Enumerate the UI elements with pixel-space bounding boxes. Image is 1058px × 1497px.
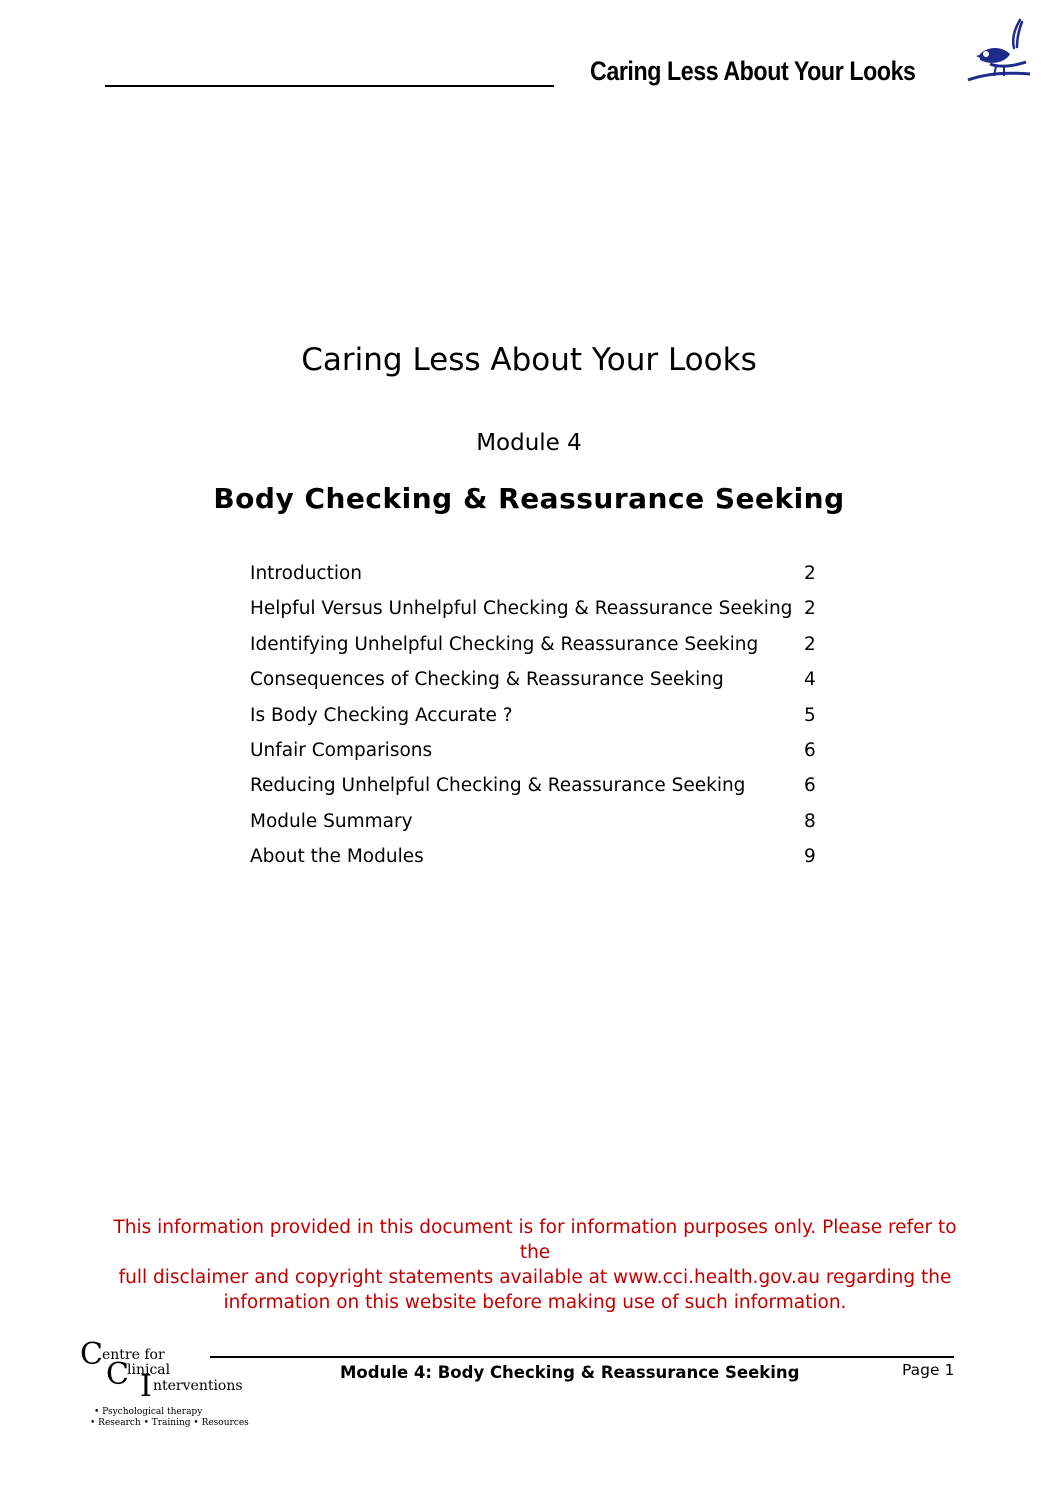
- toc-entry-reducing-unhelpful[interactable]: [250, 775, 820, 810]
- toc-entry-unfair-comparisons[interactable]: [250, 740, 820, 775]
- toc-entry-label: Module Summary: [250, 810, 413, 832]
- toc-entry-label: Consequences of Checking & Reassurance Seeking: [250, 669, 724, 691]
- toc-entry-consequences[interactable]: [250, 669, 820, 704]
- toc-entry-label: Helpful Versus Unhelpful Checking & Reassurance Seeking: [250, 598, 793, 620]
- cci-logo: [80, 1337, 250, 1432]
- document-title: Caring Less About Your Looks: [301, 342, 757, 378]
- module-label: Module 4: [476, 430, 582, 456]
- toc-entry-body-checking-accurate[interactable]: [250, 705, 820, 740]
- cci-logo-text: entre for: [102, 1347, 165, 1363]
- toc-entry-page: 8: [804, 810, 816, 832]
- toc-entry-module-summary[interactable]: [250, 811, 820, 846]
- toc-entry-page: 9: [804, 846, 816, 868]
- toc-entry-page: 6: [804, 775, 816, 797]
- cci-logo-text: nterventions: [153, 1378, 243, 1394]
- cci-logo-letter: C: [106, 1357, 129, 1392]
- bird-quill-icon: [960, 16, 1032, 86]
- page-number: Page 1: [902, 1361, 955, 1379]
- footer-module-title: Module 4: Body Checking & Reassurance Seeking: [340, 1363, 800, 1382]
- cci-logo-tagline: • Research • Training • Resources: [90, 1418, 249, 1428]
- header-rule: [105, 85, 554, 87]
- toc-entry-label: About the Modules: [250, 846, 424, 868]
- cci-logo-text: linical: [127, 1362, 171, 1378]
- disclaimer-line: full disclaimer and copyright statements available at www.cci.health.gov.au regarding the: [118, 1267, 952, 1288]
- toc-entry-identifying-unhelpful[interactable]: [250, 634, 820, 669]
- cci-logo-letter: I: [140, 1369, 152, 1404]
- module-heading: Body Checking & Reassurance Seeking: [213, 482, 845, 515]
- toc-entry-page: 4: [804, 669, 816, 691]
- table-of-contents: [250, 563, 820, 882]
- header-title: Caring Less About Your Looks: [590, 56, 916, 86]
- disclaimer-line: information on this website before making use of such information.: [223, 1292, 847, 1313]
- toc-entry-page: 2: [804, 633, 816, 655]
- toc-entry-page: 2: [804, 563, 816, 584]
- cci-logo-tagline: • Psychological therapy: [94, 1407, 203, 1417]
- toc-entry-introduction[interactable]: [250, 563, 820, 598]
- toc-entry-about-the-modules[interactable]: [250, 846, 820, 881]
- cci-logo-letter: C: [80, 1337, 103, 1372]
- toc-entry-page: 5: [804, 704, 816, 726]
- toc-entry-label: Introduction: [250, 563, 363, 584]
- toc-entry-label: Unfair Comparisons: [250, 739, 433, 761]
- toc-entry-label: Reducing Unhelpful Checking & Reassurance Seeking: [250, 775, 746, 797]
- disclaimer-line: This information provided in this document is for information purposes only. Please refer to the: [113, 1217, 957, 1263]
- toc-entry-helpful-versus-unhelpful[interactable]: [250, 598, 820, 633]
- toc-entry-page: 6: [804, 739, 816, 761]
- toc-entry-label: Identifying Unhelpful Checking & Reassurance Seeking: [250, 633, 759, 655]
- toc-entry-page: 2: [804, 598, 816, 620]
- toc-entry-label: Is Body Checking Accurate ?: [250, 704, 513, 726]
- footer-rule: [210, 1356, 954, 1358]
- disclaimer: [110, 1215, 960, 1315]
